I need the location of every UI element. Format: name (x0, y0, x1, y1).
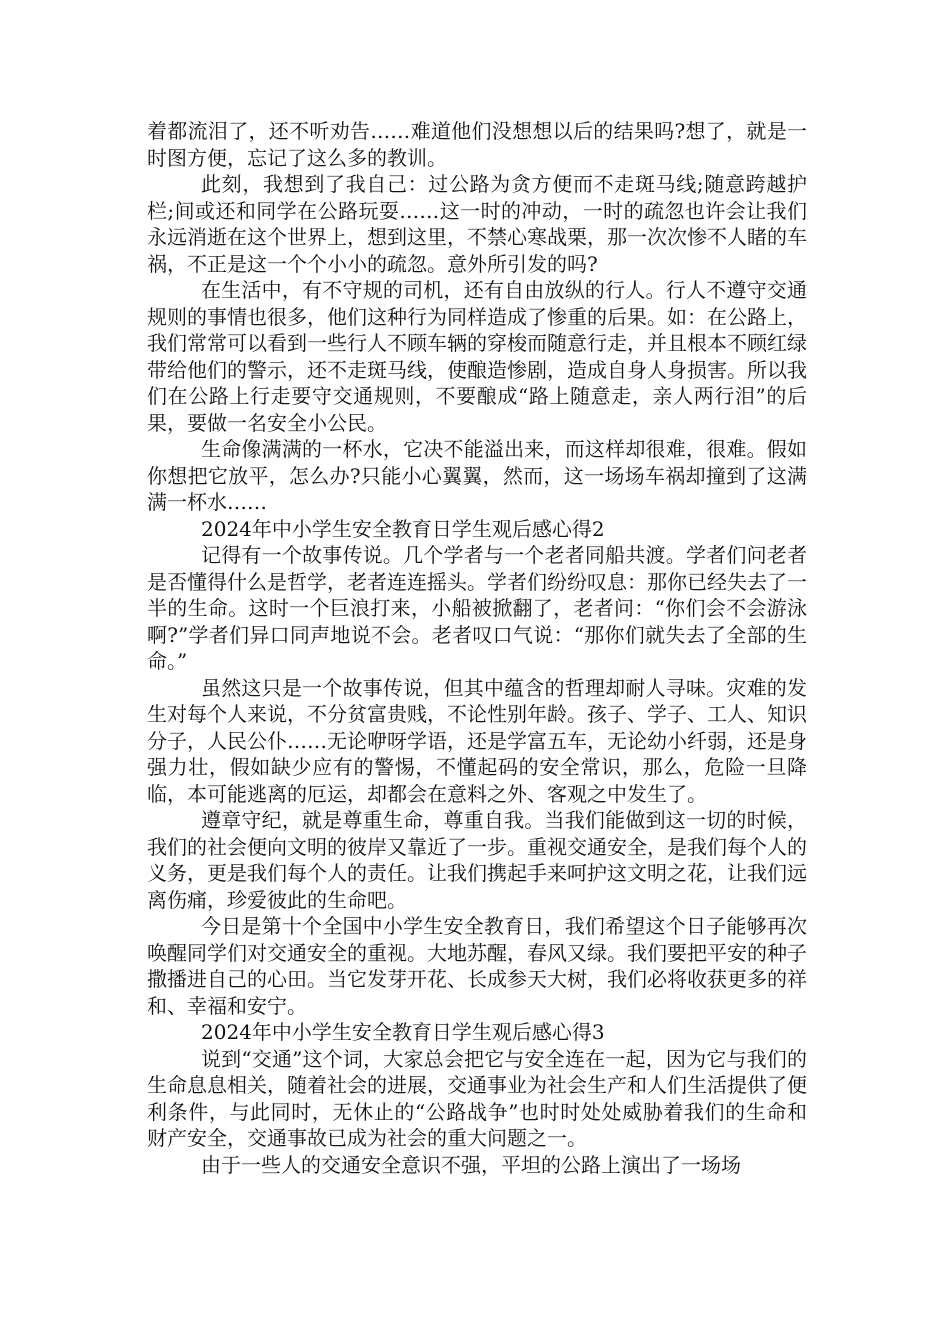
paragraph: 虽然这只是一个故事传说，但其中蕴含的哲理却耐人寻味。灾难的发生对每个人来说，不分贫富贵贱，不论性别年龄。孩子、学子、工人、知识分子，人民公仆……无论咿呀学语，还是学富五车，无论幼小纤弱，还是身强力壮，假如缺少应有的警惕，不懂起码的安全常识，那么，危险一旦降临，本可能逃离的厄运，却都会在意料之外、客观之中发生了。 (147, 675, 807, 806)
paragraph: 生命像满满的一杯水，它决不能溢出来，而这样却很难，很难。假如你想把它放平，怎么办?只能小心翼翼，然而，这一场场车祸却撞到了这满满一杯水…… (147, 437, 807, 514)
document-page (147, 118, 807, 1178)
paragraph: 在生活中，有不守规的司机，还有自由放纵的行人。行人不遵守交通规则的事情也很多，他们这种行为同样造成了惨重的后果。如：在公路上，我们常常可以看到一些行人不顾车辆的穿梭而随意行走，并且根本不顾红绿带给他们的警示，还不走斑马线，使酿造惨剧，造成自身人身损害。所以我们在公路上行走要守交通规则，不要酿成“路上随意走，亲人两行泪”的后果，要做一名安全小公民。 (147, 278, 807, 435)
section-heading: 2024年中小学生安全教育日学生观后感心得3 (201, 1020, 605, 1044)
paragraph: 说到“交通”这个词，大家总会把它与安全连在一起，因为它与我们的生命息息相关，随着社会的进展，交通事业为社会生产和人们生活提供了便利条件，与此同时，无休止的“公路战争”也时时处处威胁着我们的生命和财产安全，交通事故已成为社会的重大问题之一。 (147, 1046, 807, 1150)
paragraph: 记得有一个故事传说。几个学者与一个老者同船共渡。学者们问老者是否懂得什么是哲学，老者连连摇头。学者们纷纷叹息：那你已经失去了一半的生命。这时一个巨浪打来，小船被掀翻了，老者问：“你们会不会游泳啊?”学者们异口同声地说不会。老者叹口气说：“那你们就失去了全部的生命。” (147, 543, 807, 673)
paragraph: 由于一些人的交通安全意识不强，平坦的公路上演出了一场场 (201, 1152, 741, 1177)
paragraph: 着都流泪了，还不听劝告……难道他们没想想以后的结果吗?想了，就是一时图方便，忘记了这么多的教训。 (147, 119, 807, 170)
paragraph: 遵章守纪，就是尊重生命，尊重自我。当我们能做到这一切的时候，我们的社会便向文明的彼岸又靠近了一步。重视交通安全，是我们每个人的义务，更是我们每个人的责任。让我们携起手来呵护这文明之花，让我们远离伤痛，珍爱彼此的生命吧。 (147, 808, 807, 912)
paragraph: 此刻，我想到了我自己：过公路为贪方便而不走斑马线;随意跨越护栏;间或还和同学在公路玩耍……这一时的冲动，一时的疏忽也许会让我们永远消逝在这个世界上，想到这里，不禁心寒战栗，那一次次惨不人睹的车祸，不正是这一个个小小的疏忽。意外所引发的吗? (147, 172, 807, 276)
paragraph: 今日是第十个全国中小学生安全教育日，我们希望这个日子能够再次唤醒同学们对交通安全的重视。大地苏醒，春风又绿。我们要把平安的种子撒播进自己的心田。当它发芽开花、长成参天大树，我们必将收获更多的祥和、幸福和安宁。 (147, 914, 807, 1018)
section-heading: 2024年中小学生安全教育日学生观后感心得2 (201, 516, 605, 541)
